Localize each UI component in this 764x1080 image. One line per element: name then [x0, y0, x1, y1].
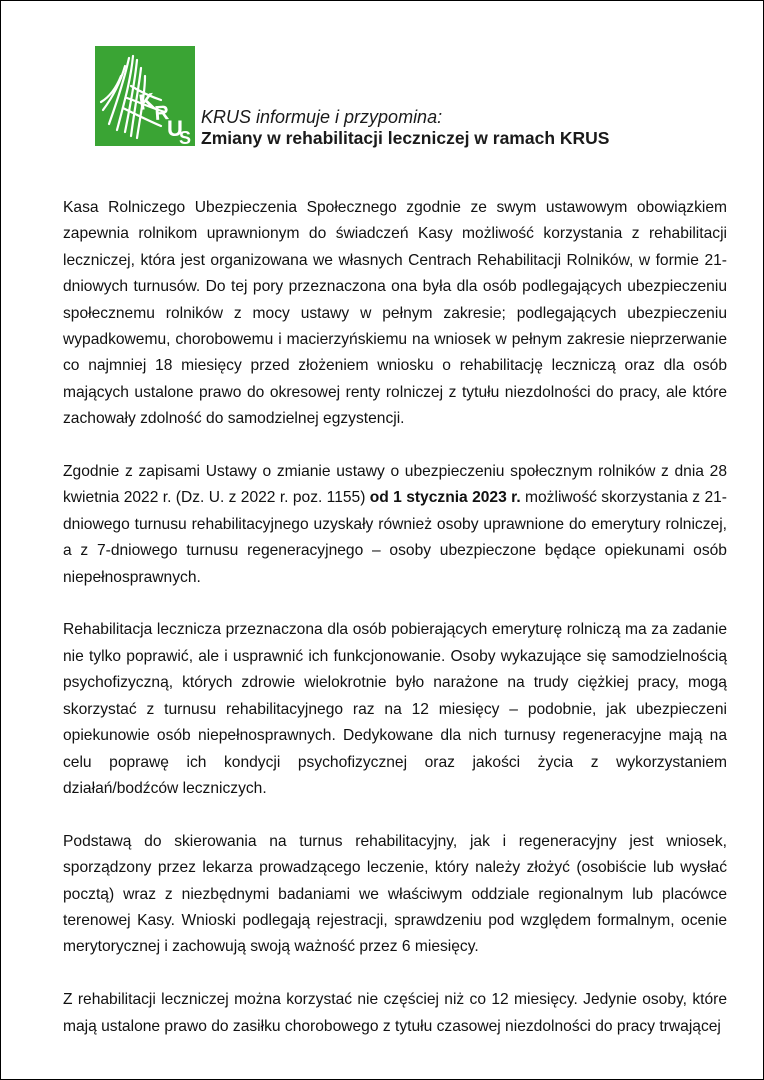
- header-subtitle: KRUS informuje i przypomina:: [201, 107, 443, 127]
- paragraph-3: Rehabilitacja lecznicza przeznaczona dla osób pobierających emeryturę rolniczą ma za zadanie nie tylko poprawić, ale i usprawnić ich funkcjonowanie. Osoby wykazujące się samodzielnością psychofizyczną, których zdrowie wielokrotnie było narażone na trudy ciężkiej pracy, mogą skorzystać z turnusu rehabilitacyjnego raz na 12 miesięcy – podobnie, jak ubezpieczeni opiekunowie osób niepełnosprawnych. Dedykowane dla nich turnusy regeneracyjne mają na celu poprawę ich kondycji psychofizycznej oraz jakości życia z wykorzystaniem działań/bodźców leczniczych.: [63, 621, 727, 797]
- paragraph-5: Z rehabilitacji leczniczej można korzystać nie częściej niż co 12 miesięcy. Jedynie osoby, które mają ustalone prawo do zasiłku chorobowego z tytułu czasowej niezdolności do pracy trwającej: [63, 991, 727, 1035]
- krus-logo-icon: [95, 46, 195, 146]
- svg-text:U: U: [167, 116, 183, 141]
- paragraph-2-bold-date: od 1 stycznia 2023 r.: [369, 489, 521, 507]
- paragraph-1: Kasa Rolniczego Ubezpieczenia Społecznego zgodnie ze swym ustawowym obowiązkiem zapewnia rolnikom uprawnionym do świadczeń Kasy możliwość korzystania z rehabilitacji leczniczej, która jest organizowana we własnych Centrach Rehabilitacji Rolników, w formie 21-dniowych turnusów. Do tej pory przeznaczona ona była dla osób podlegających ubezpieczeniu społecznemu rolników z mocy ustawy w pełnym zakresie; podlegających ubezpieczeniu wypadkowemu, chorobowemu i macierzyńskiemu na wniosek w pełnym zakresie nieprzerwanie co najmniej 18 miesięcy przed złożeniem wniosku o rehabilitację leczniczą oraz dla osób mających ustalone prawo do okresowej renty rolniczej z tytułu niezdolności do pracy, ale które zachowały zdolność do samodzielnej egzystencji.: [63, 199, 727, 428]
- svg-text:R: R: [153, 102, 170, 125]
- header: [201, 107, 609, 149]
- document-body: [63, 195, 727, 1066]
- paragraph-2-part-1: Zgodnie z zapisami Ustawy o zmianie ustawy o ubezpieczeniu społecznym rolników z dnia 28 kwietnia 2022 r. (Dz. U. z 2022 r. poz. 1155): [63, 463, 727, 507]
- header-title: Zmiany w rehabilitacji leczniczej w ramach KRUS: [201, 128, 610, 148]
- paragraph-2-part-2: możliwość skorzystania z 21-dniowego turnusu rehabilitacyjnego uzyskały również osoby uprawnione do emerytury rolniczej, a z 7-dniowego turnusu regeneracyjnego – osoby ubezpieczone będące opiekunami osób niepełnosprawnych.: [63, 489, 727, 586]
- paragraph-4: Podstawą do skierowania na turnus rehabilitacyjny, jak i regeneracyjny jest wniosek, sporządzony przez lekarza prowadzącego leczenie, który należy złożyć (osobiście lub wysłać pocztą) wraz z niezbędnymi badaniami we właściwym oddziale regionalnym lub placówce terenowej Kasy. Wnioski podlegają rejestracji, sprawdzeniu pod względem formalnym, ocenie merytorycznej i zachowują swoją ważność przez 6 miesięcy.: [63, 832, 727, 956]
- krus-logo: [95, 46, 195, 146]
- paragraph-2: [63, 459, 727, 591]
- svg-text:K: K: [137, 87, 157, 115]
- svg-text:S: S: [179, 128, 192, 146]
